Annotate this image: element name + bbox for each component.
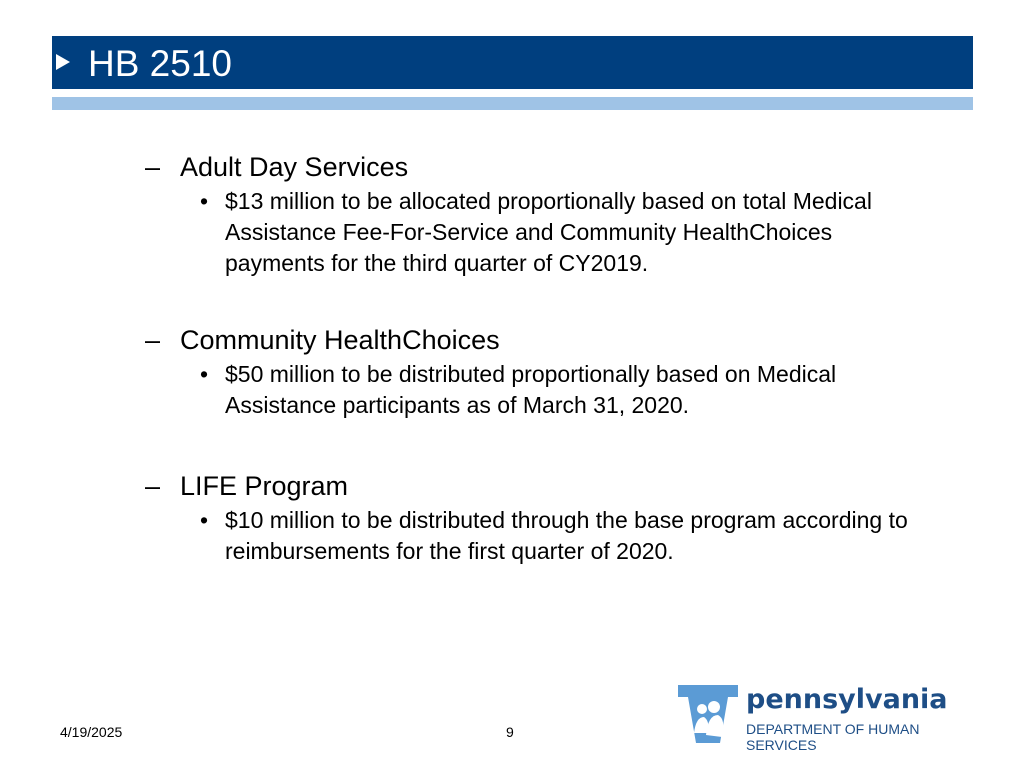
logo-department: DEPARTMENT OF HUMAN SERVICES (746, 721, 920, 753)
section-heading-text: LIFE Program (180, 471, 349, 501)
dash-bullet: – (145, 471, 161, 501)
title-arrow-icon (56, 54, 70, 70)
dash-bullet: – (145, 325, 161, 355)
section-heading (145, 323, 925, 357)
bullet-text: $13 million to be allocated proportionally based on total Medical Assistance Fee-For-Service and Community HealthChoices payments for the third quarter of CY2019. (225, 188, 872, 276)
title-underline-bar (52, 97, 973, 110)
slide-title: HB 2510 (88, 43, 232, 84)
section-heading (145, 469, 925, 503)
logo-name: pennsylvania (746, 684, 948, 715)
dash-bullet: – (145, 152, 161, 182)
section-heading-text: Adult Day Services (180, 152, 409, 182)
page-number: 9 (506, 724, 514, 740)
section-heading-text: Community HealthChoices (180, 325, 500, 355)
bullet-dot: • (200, 188, 209, 214)
bullet-dot: • (200, 507, 209, 533)
section-community-healthchoices (145, 323, 925, 421)
bullet-text: $50 million to be distributed proportionally based on Medical Assistance participants as of March 31, 2020. (225, 361, 837, 418)
bullet-dot: • (200, 361, 209, 387)
section-heading (145, 150, 925, 184)
bullet-item (145, 186, 925, 279)
pa-dhs-logo (674, 681, 984, 753)
bullet-text: $10 million to be distributed through the base program according to reimbursements for the first quarter of 2020. (225, 507, 908, 564)
footer-date: 4/19/2025 (60, 724, 123, 740)
bullet-item (145, 359, 925, 421)
keystone-icon (674, 681, 742, 747)
section-adult-day-services (145, 150, 925, 279)
bullet-item (145, 505, 925, 567)
slide-content (145, 150, 925, 611)
section-life-program (145, 469, 925, 567)
